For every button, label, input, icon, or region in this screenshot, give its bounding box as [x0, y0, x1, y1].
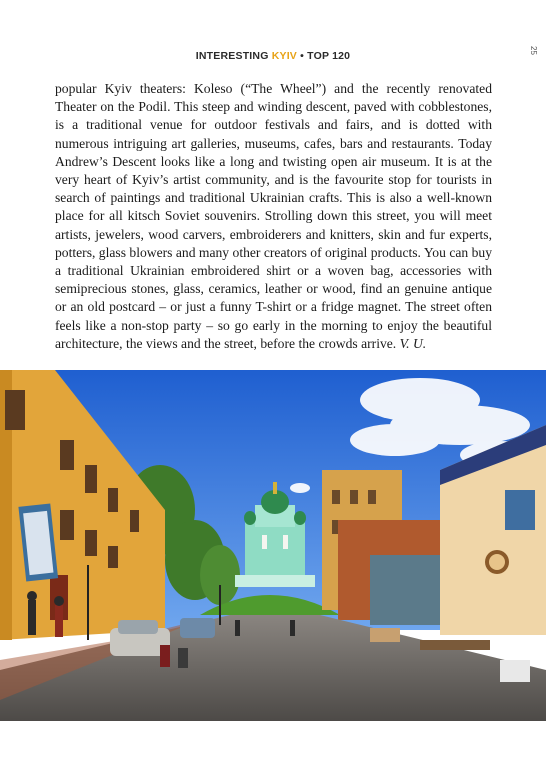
street-scene-illustration — [0, 370, 546, 721]
running-header — [0, 50, 546, 62]
header-city: KYIV — [271, 50, 298, 62]
article-body — [55, 80, 492, 353]
header-suffix: TOP 120 — [307, 50, 351, 62]
andrews-descent-photo — [0, 370, 546, 721]
page-number: 25 — [529, 46, 539, 55]
header-separator: • — [300, 50, 305, 62]
header-prefix: INTERESTING — [195, 50, 269, 62]
article-paragraph: popular Kyiv theaters: Koleso (“The Wheel”) and the recently renovated Theater on the Podil. This steep and winding descent, paved with cobblestones, is a traditional venue for outdoor festivals and fairs, and is dotted with numerous intriguing art galleries, museums, cafes, bars and restaurants. Today Andrew’s Descent looks like a long and twisting open air museum. It is at the very heart of Kyiv’s artist community, and is the favourite stop for tourists in search of paintings and traditional Ukrainian crafts. This is also a well-known place for all kitsch Soviet souvenirs. Strolling down this street, you will meet artists, jewelers, wood carvers, embroiderers and knitters, skin and fur experts, potters, glass blowers and many other creators of original products. You can buy a traditional Ukrainian embroidered shirt or a woven bag, accessories with semiprecious stones, glass, ceramics, leather or wood, find an genuine antique or an old postcard – or just a funny T-shirt or a fridge magnet. The street often feels like a non-stop party – so go early in the morning to enjoy the beautiful architecture, the views and the street, before the crowds arrive. — [55, 81, 492, 351]
author-initials: V. U. — [399, 335, 427, 351]
